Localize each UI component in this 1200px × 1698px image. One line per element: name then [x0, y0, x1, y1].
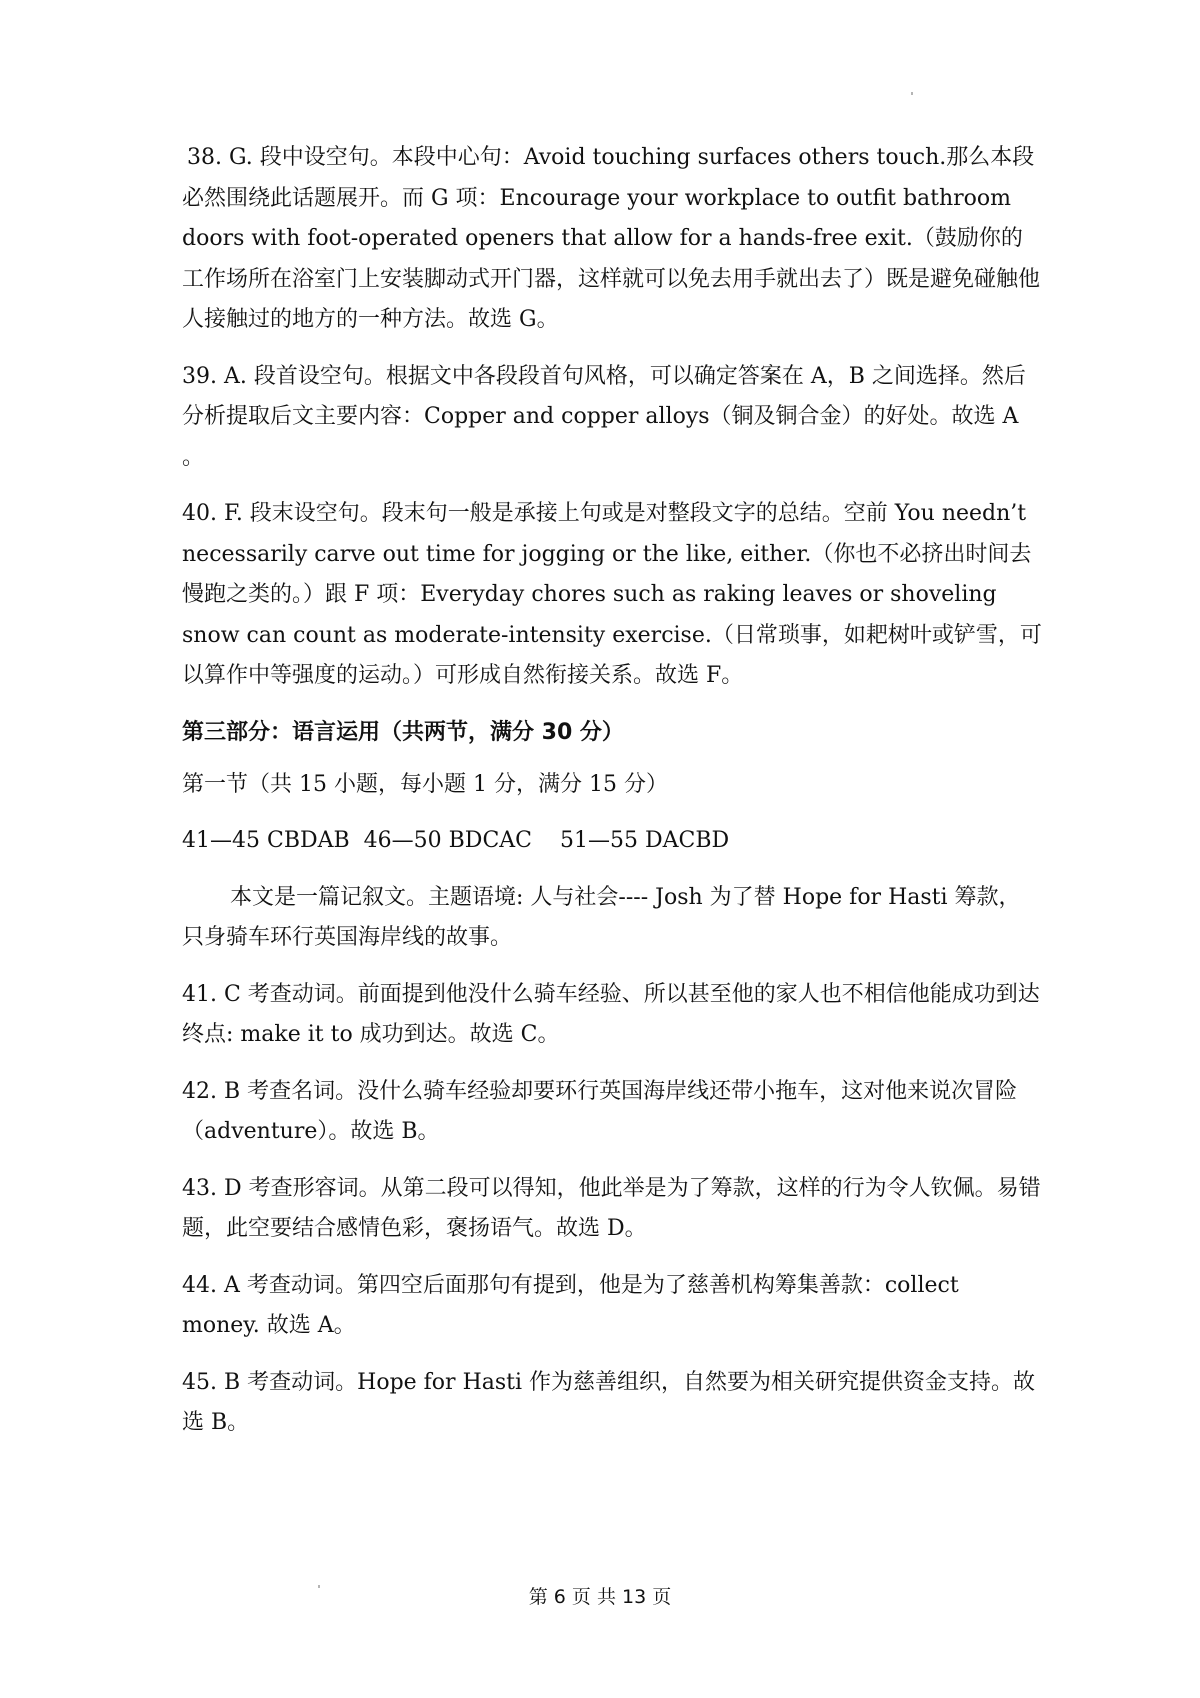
- answer-43-explanation: 43. D 考查形容词。从第二段可以得知，他此举是为了筹款，这样的行为令人钦佩。易错题，此空要结合感情色彩，褒扬语气。故选 D。: [182, 1175, 1041, 1241]
- answer-42-explanation: 42. B 考查名词。没什么骑车经验却要环行英国海岸线还带小拖车，这对他来说次冒险（adventure）。故选 B。: [182, 1078, 1018, 1144]
- answer-key-line: 41—45 CBDAB 46—50 BDCAC 51—55 DACBD: [182, 828, 730, 853]
- answer-40-paragraph: 40. F. 段末设空句。段末句一般是承接上句或是对整段文字的总结。空前 You needn’t necessarily carve out time for jogging or the like, either.（你也不必挤出时间去慢跑之类的。）跟 F 项：Everyday chores such as raking leaves or shoveling snow can count as moderate-intensity exercise.（日常琐事，如耙树叶或铲雪，可以算作中等强度的运动。）可形成自然衔接关系。故选 F。: [182, 501, 1042, 688]
- answer-39-paragraph: 39. A. 段首设空句。根据文中各段段首句风格，可以确定答案在 A，B 之间选择。然后分析提取后文主要内容：Copper and copper alloys（铜及铜合金）的好处。故选 A 。: [182, 363, 1026, 470]
- scan-speck: [911, 92, 913, 95]
- page-footer: 第 6 页 共 13 页: [528, 1586, 672, 1608]
- answer-44-explanation: 44. A 考查动词。第四空后面那句有提到，他是为了慈善机构筹集善款：collect money. 故选 A。: [182, 1272, 966, 1338]
- section-heading: 第三部分：语言运用（共两节，满分 30 分）: [182, 719, 624, 745]
- document-body: [182, 138, 1042, 1460]
- passage-intro: 本文是一篇记叙文。主题语境: 人与社会---- Josh 为了替 Hope for Hasti 筹款，只身骑车环行英国海岸线的故事。: [182, 884, 1021, 950]
- answer-45-explanation: 45. B 考查动词。Hope for Hasti 作为慈善组织，自然要为相关研究提供资金支持。故选 B。: [182, 1369, 1036, 1435]
- subsection-heading: 第一节（共 15 小题，每小题 1 分，满分 15 分）: [182, 771, 668, 797]
- answer-41-explanation: 41. C 考查动词。前面提到他没什么骑车经验、所以甚至他的家人也不相信他能成功到达终点: make it to 成功到达。故选 C。: [182, 981, 1040, 1047]
- answer-38-paragraph: 38. G. 段中设空句。本段中心句：Avoid touching surfaces others touch.那么本段必然围绕此话题展开。而 G 项：Encourage your workplace to outfit bathroom doors with foot-operated openers that allow for a hands-free exit.（鼓励你的工作场所在浴室门上安装脚动式开门器，这样就可以免去用手就出去了）既是避免碰触他人接触过的地方的一种方法。故选 G。: [182, 145, 1041, 332]
